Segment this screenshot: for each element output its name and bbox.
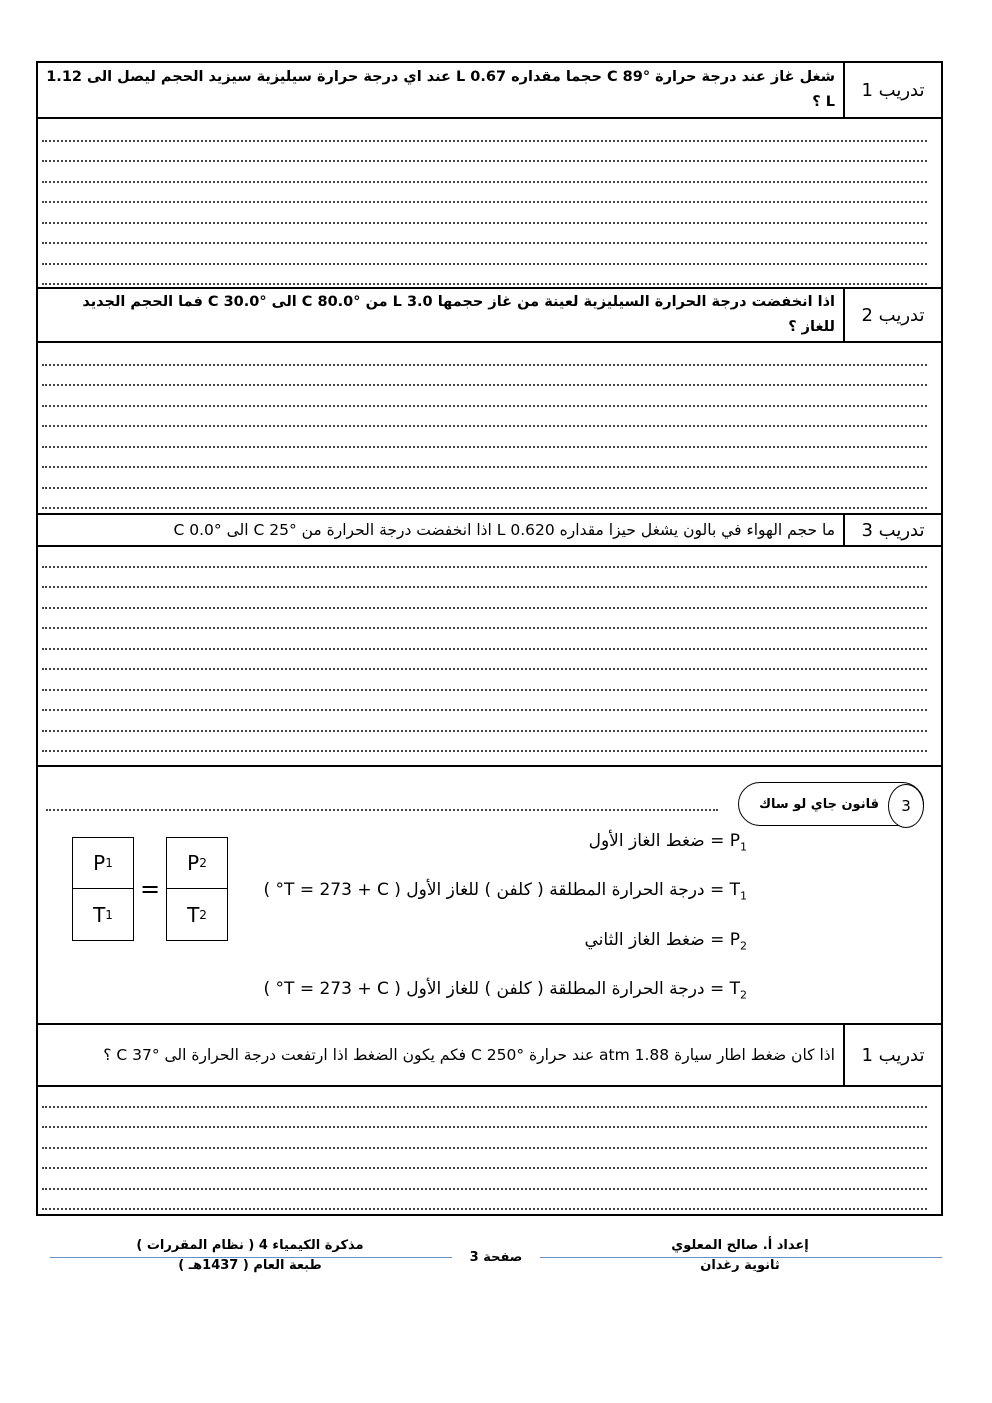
footer-book-info: مذكرة الكيمياء 4 ( نظام المقررات ) طبعة العام ( 1437هـ ): [136, 1238, 364, 1273]
exercise-3-label: تدريب 3: [843, 515, 941, 545]
exercise-1-row: [38, 63, 941, 117]
exercise-4-label: تدريب 1: [843, 1025, 941, 1085]
footer-page-number: صفحة 3: [469, 1250, 523, 1265]
exercise-2-label: تدريب 2: [843, 289, 941, 341]
answer-lines-1: [42, 121, 927, 287]
law-number-circle: 3: [888, 784, 924, 828]
footer-author-info: إعداد أ. صالح المعلوي ثانوية رغدان: [671, 1238, 809, 1273]
exercise-1-question: شغل غاز عند درجة حرارة °C 89 حجما مقداره 0.67 L عند اي درجة حرارة سيليزية سيزيد الحجم ليصل الى 1.12 L ؟: [46, 69, 835, 110]
page-footer: [0, 1232, 992, 1292]
exercise-1-label: تدريب 1: [843, 63, 941, 117]
divider: [38, 341, 941, 343]
exercise-2-row: [38, 289, 941, 341]
formula-right-fraction: P 2 T 2: [166, 837, 228, 941]
gay-lussac-law-section: [38, 767, 941, 1023]
exercise-3-row: [38, 515, 941, 545]
exercise-4-row: [38, 1025, 941, 1085]
exercise-2-question: اذا انخفضت درجة الحرارة السيليزية لعينة من غاز حجمها 3.0 L من °C 80.0 الى °C 30.0 فما الحجم الجديد للغاز ؟: [82, 294, 835, 335]
exercise-4-question: اذا كان ضغط اطار سيارة 1.88 atm عند حرارة °C 250 فكم يكون الضغط اذا ارتفعت درجة الحرارة الى °C 37 ؟: [103, 1045, 835, 1064]
formula-equals: =: [140, 875, 161, 903]
exercise-3-question: ما حجم الهواء في بالون يشغل حيزا مقداره 0.620 L اذا انخفضت درجة الحرارة من °C 25 الى °C 0.0: [173, 520, 835, 539]
definition-t2: $T_2$ = درجة الحرارة المطلقة ( كلفن ) للغاز الأول ( T = 273 + C° ): [263, 979, 747, 1002]
definition-p2: $P_2$ = ضغط الغاز الثاني: [584, 930, 747, 953]
answer-lines-4: [42, 1087, 927, 1211]
answer-lines-2: [42, 345, 927, 511]
formula-left-fraction: P 1 T 1: [72, 837, 134, 941]
definition-p1: $P_1$ = ضغط الغاز الأول: [588, 831, 747, 854]
answer-lines-3: [42, 547, 927, 759]
worksheet-frame: [36, 61, 943, 1216]
definition-t1: $T_1$ = درجة الحرارة المطلقة ( كلفن ) للغاز الأول ( T = 273 + C° ): [263, 880, 747, 903]
divider: [38, 117, 941, 119]
law-dotted-line: [46, 797, 718, 811]
law-title-badge: قانون جاي لو ساك: [738, 782, 924, 826]
